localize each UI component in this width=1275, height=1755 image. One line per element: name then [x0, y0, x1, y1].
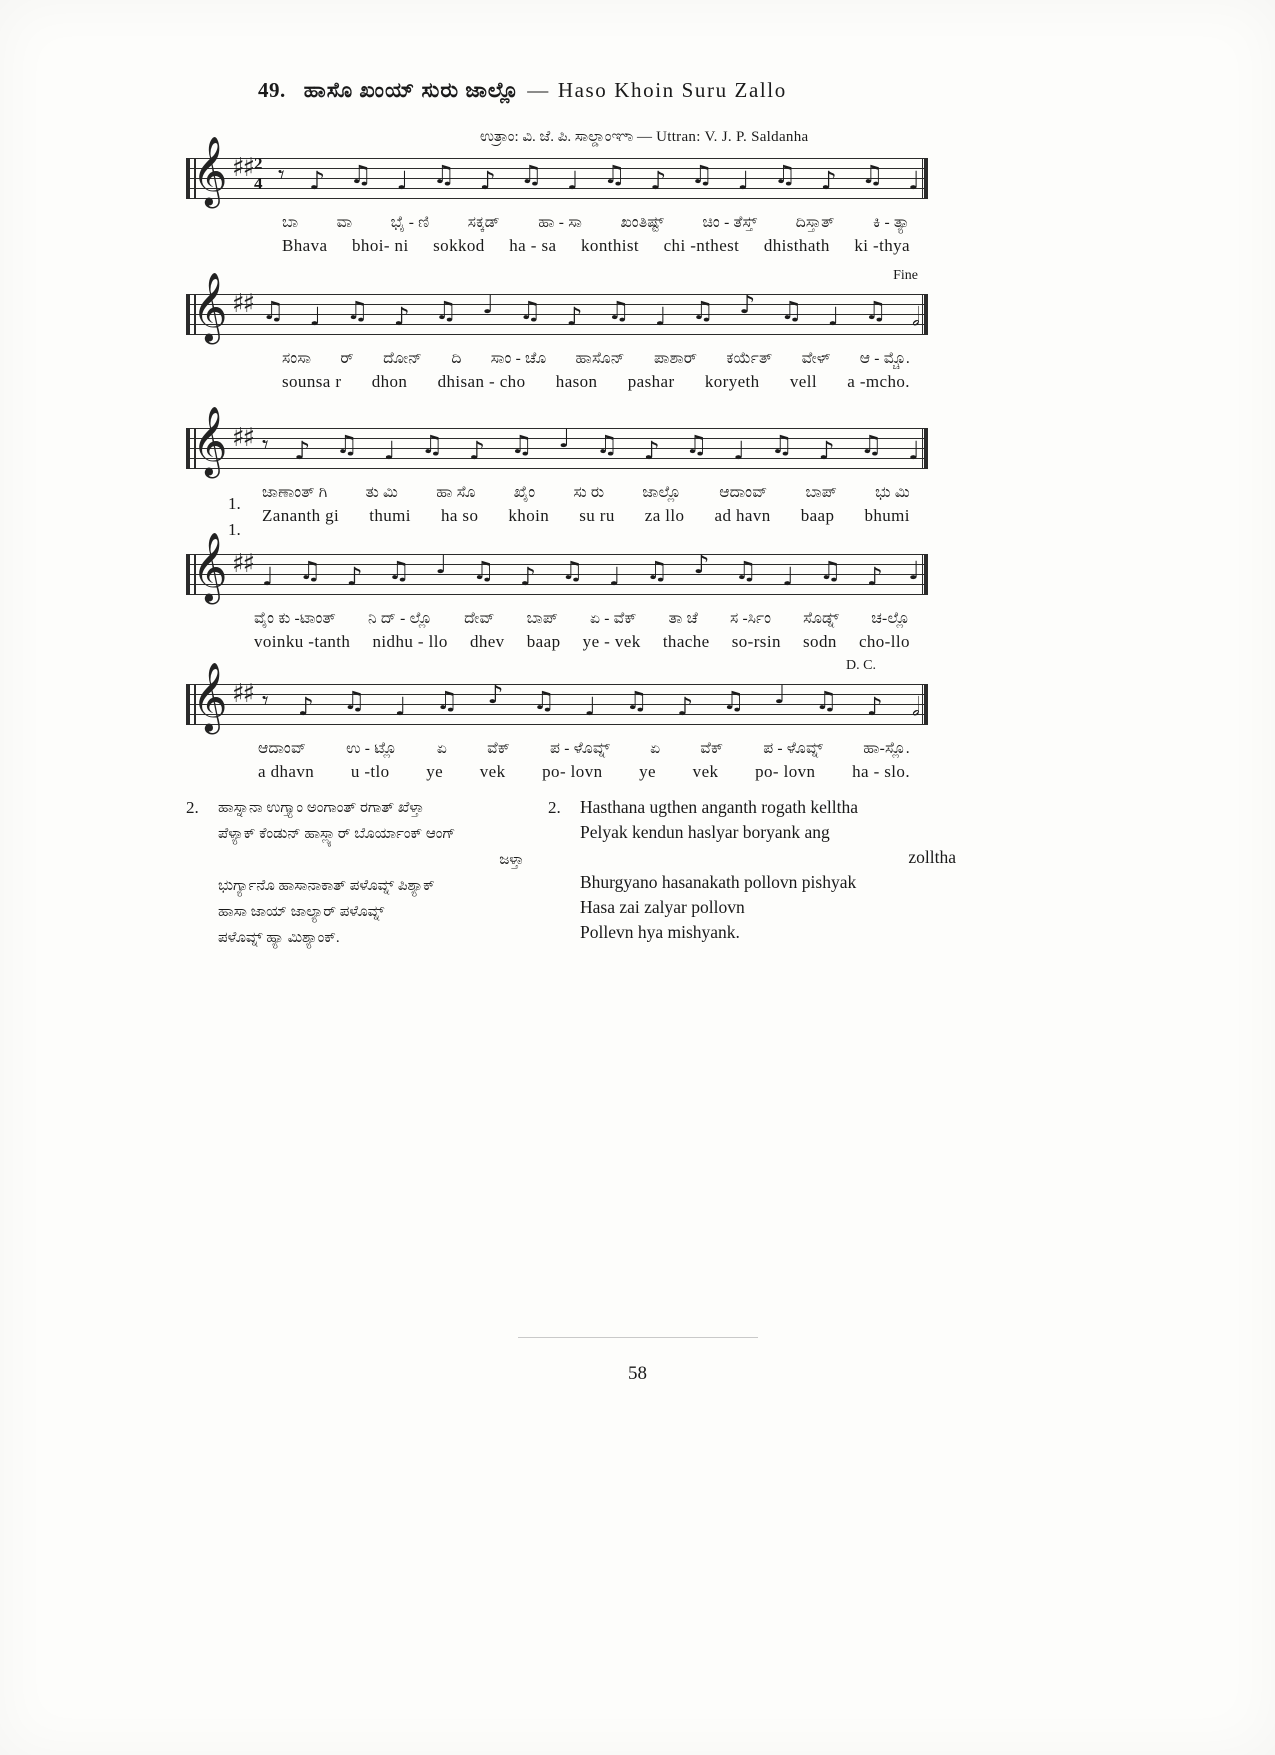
- lyric-syllable: za llo: [644, 506, 685, 525]
- lyric-syllable: ಬಾಪ್: [805, 484, 837, 501]
- key-signature: ♯♯: [232, 549, 254, 579]
- lyrics-roman-3: [186, 506, 928, 526]
- note: ♫: [815, 686, 838, 715]
- lyric-syllable: ಹಾ - ಸಾ: [538, 214, 583, 231]
- note: ♪: [566, 302, 583, 331]
- staff-4: [186, 532, 928, 604]
- note-group-4: [262, 548, 920, 604]
- verse-number-kannada: 1.: [228, 494, 241, 513]
- lyric-syllable: vek: [479, 762, 506, 781]
- barline-end: [922, 158, 924, 199]
- lyric-syllable: ಉ - ಟ್ಲೊ: [346, 740, 397, 757]
- stanza-line: ಪೆಳ್ಯಾಕ್ ಕೆಂಡುನ್ ಹಾಸ್ಲ್ಯಾರ್ ಬೊರ್ಯಾಂಕ್ ಆಂಗ್: [218, 826, 456, 842]
- barline-end-thick: [924, 428, 928, 469]
- note: ♪: [346, 562, 363, 591]
- lyric-syllable: pashar: [627, 372, 675, 391]
- note: ♪: [297, 692, 314, 721]
- note: ♫: [625, 686, 648, 715]
- lyric-syllable: ವೇಳ್: [801, 350, 831, 367]
- note: 𝅗𝅥: [911, 692, 920, 721]
- barline-end: [922, 428, 924, 469]
- lyric-syllable: ಖಂತಿಷ್ಟ್: [620, 214, 665, 231]
- note: ♩: [737, 166, 750, 195]
- note: ♩: [435, 550, 448, 579]
- stanza-line: ಹಾಸ್ನಾನಾ ಉಗ್ತ್ಯಾಂ ಅಂಗಾಂತ್ ರಗಾತ್ ಖೆಳ್ತಾ: [218, 800, 425, 816]
- treble-clef-icon: 𝄞: [192, 532, 228, 602]
- lyric-syllable: ಭೈ - ಣಿ: [390, 214, 430, 231]
- lyrics-kannada-2: [186, 350, 928, 368]
- note: ♩: [394, 692, 407, 721]
- note: 𝄾: [262, 430, 269, 459]
- time-signature-top: 2: [254, 154, 263, 173]
- lyric-syllable: ಚ-ಲ್ಲೊ: [871, 610, 910, 627]
- stanza-line: Bhurgyano hasanakath pollovn pishyak: [580, 872, 857, 892]
- note: ♪: [866, 562, 883, 591]
- note: ♩: [782, 562, 795, 591]
- lyric-syllable: a -mcho.: [847, 372, 910, 391]
- barline-start: [186, 684, 190, 725]
- lyric-syllable: ಏ - ವೆಕ್: [589, 610, 637, 627]
- note: ♪: [520, 562, 537, 591]
- note: ♫: [346, 296, 369, 325]
- lyrics-roman-2: [186, 372, 928, 392]
- page-title: [258, 78, 1078, 103]
- barline-end: [922, 554, 924, 595]
- lyric-syllable: ಏ: [650, 740, 661, 757]
- lyric-syllable: ರ್: [340, 350, 354, 367]
- note: ♩: [774, 680, 786, 709]
- note: ♫: [691, 296, 715, 325]
- note: ♩: [383, 436, 396, 465]
- note: ♫: [773, 160, 797, 189]
- lyric-syllable: bhoi- ni: [352, 236, 409, 255]
- lyric-syllable: ನಿ ದ್ - ಲ್ಲೊ: [367, 610, 433, 627]
- lyric-syllable: so-rsin: [731, 632, 781, 651]
- lyric-syllable: ಪ - ಳೊವ್ನ್: [763, 740, 824, 757]
- note: ♩: [654, 302, 667, 331]
- verse-number-roman: 1.: [228, 520, 241, 539]
- lyric-syllable: konthist: [581, 236, 640, 255]
- note: ♫: [510, 430, 533, 459]
- lyric-syllable: thumi: [369, 506, 411, 525]
- lyric-syllable: ಸು ರು: [573, 484, 605, 501]
- lyrics-roman-5: [186, 762, 928, 782]
- lyric-syllable: Bhava: [282, 236, 328, 255]
- note: ♫: [472, 556, 495, 585]
- lyric-syllable: ಭು ಮಿ: [875, 484, 910, 501]
- title-number: 49.: [258, 78, 286, 102]
- lyrics-roman-1: [186, 236, 928, 256]
- lyric-syllable: ha - sa: [509, 236, 557, 255]
- stanza-line: ಪಳೊವ್ನ್ ಹ್ಯಾ ಮಿಶ್ಯಾಂಕ್.: [218, 930, 340, 946]
- music-system-3: [186, 406, 928, 539]
- barline-start: [186, 428, 190, 469]
- lyric-syllable: ಸ -ರ್ಸಿಂ: [729, 610, 772, 627]
- lyrics-kannada-1: [186, 214, 928, 232]
- note: ♫: [780, 296, 803, 325]
- lyric-syllable: ವೈಂ ಕು -ಟಾಂತ್: [254, 610, 336, 627]
- lyric-syllable: ಸಾಂ - ಚೊ: [490, 350, 547, 367]
- note: ♫: [262, 296, 285, 325]
- lyric-syllable: bhumi: [864, 506, 910, 525]
- note: ♫: [861, 160, 884, 189]
- lyric-syllable: su ru: [579, 506, 615, 525]
- title-roman: Haso Khoin Suru Zallo: [557, 78, 787, 102]
- lyric-syllable: ಹಾಸೊನ್: [575, 350, 625, 367]
- lyric-syllable: ದಿಸ್ತಾತ್: [795, 214, 835, 231]
- lyric-syllable: ye: [426, 762, 444, 781]
- note: 𝄾: [278, 160, 285, 189]
- lyric-syllable: ಚಿಂ - ತೆಸ್ತ್: [702, 214, 758, 231]
- music-system-5: [186, 658, 928, 782]
- lyric-syllable: nidhu - llo: [372, 632, 448, 651]
- note: ♫: [819, 556, 842, 585]
- stanza-2-kannada: [186, 795, 548, 951]
- lyric-syllable: dhev: [469, 632, 505, 651]
- lyric-syllable: ಏ: [436, 740, 448, 757]
- lyric-syllable: ಕರ್ಯೆತ್: [726, 350, 773, 367]
- note: ♩: [608, 562, 621, 591]
- lyric-syllable: ಹಾ-ಸ್ಲೊ.: [863, 740, 910, 757]
- barline-end-thick: [924, 158, 928, 199]
- note: ♫: [690, 160, 714, 189]
- credit-kannada: ಉತ್ರಾಂ: ವಿ. ಜೆ. ಪಿ. ಸಾಲ್ಡಾಂಞಾ: [480, 129, 634, 145]
- key-signature: ♯♯: [232, 679, 254, 709]
- dc-marking: D. C.: [846, 658, 876, 673]
- barline-end: [922, 684, 924, 725]
- note: ♩: [584, 692, 597, 721]
- lyric-syllable: ha - slo.: [852, 762, 910, 781]
- note: ♪: [820, 166, 837, 195]
- time-signature-bottom: 4: [254, 174, 263, 193]
- lyric-syllable: ದೋನ್: [383, 350, 423, 367]
- treble-clef-icon: 𝄞: [192, 406, 228, 476]
- lyric-syllable: ಜಾಲ್ಲೊ: [642, 484, 682, 501]
- note: ♫: [299, 556, 322, 585]
- note: ♩: [733, 436, 746, 465]
- note: ♪: [650, 166, 667, 195]
- stanza-line: ಹಾಸಾ ಜಾಯ್ ಜಾಲ್ಯಾರ್ ಪಳೊವ್ನ್: [218, 904, 385, 920]
- stanza-line: Pelyak kendun haslyar boryank ang: [580, 822, 830, 842]
- time-signature: [254, 154, 263, 194]
- lyric-syllable: ತಾ ಚೆ: [668, 610, 698, 627]
- barline-end: [922, 294, 924, 335]
- lyric-syllable: sodn: [803, 632, 837, 651]
- stanza-line: ಜಳ್ತಾ: [499, 852, 524, 868]
- lyric-syllable: koryeth: [704, 372, 760, 391]
- lyric-syllable: ವಾ: [336, 214, 353, 231]
- note: ♪: [693, 550, 710, 579]
- lyric-syllable: voinku -tanth: [254, 632, 351, 651]
- treble-clef-icon: 𝄞: [192, 136, 228, 206]
- note: ♫: [603, 160, 626, 189]
- lyric-syllable: u -tlo: [350, 762, 390, 781]
- lyric-syllable: ಸೊಡ್ನ್: [803, 610, 840, 627]
- note: ♫: [722, 686, 745, 715]
- note: ♫: [435, 686, 459, 715]
- barline-start: [186, 294, 190, 335]
- stanza-2-roman: [548, 795, 980, 945]
- note: ♫: [864, 296, 887, 325]
- lyric-syllable: ಹಾ ಸೊ: [436, 484, 476, 501]
- note: 𝅗𝅥: [911, 302, 920, 331]
- lyric-syllable: vell: [789, 372, 817, 391]
- stanza-line: Hasthana ugthen anganth rogath kelltha: [580, 797, 858, 817]
- lyric-syllable: ಖೈಂ: [513, 484, 536, 501]
- note: ♫: [387, 556, 411, 585]
- lyric-syllable: dhon: [371, 372, 408, 391]
- key-signature: ♯♯: [232, 289, 254, 319]
- note: ♫: [343, 686, 366, 715]
- lyric-syllable: ಕಿ - ತ್ಯಾ: [872, 214, 910, 231]
- fine-marking: Fine: [893, 268, 918, 283]
- note: ♩: [396, 166, 409, 195]
- staff-3: [186, 406, 928, 478]
- title-dash: —: [527, 78, 550, 102]
- lyric-syllable: chi -nthest: [663, 236, 740, 255]
- note: ♪: [294, 436, 311, 465]
- lyric-syllable: ವೆಕ್: [700, 740, 724, 757]
- note: ♫: [349, 160, 373, 189]
- barline-end-thick: [924, 294, 928, 335]
- lyric-syllable: po- lovn: [542, 762, 603, 781]
- lyric-syllable: a dhavn: [258, 762, 315, 781]
- note: ♪: [393, 302, 410, 331]
- stanza-number-roman: 2.: [548, 798, 561, 817]
- lyrics-kannada-3: [186, 484, 928, 502]
- stanza-line: ಭುರ್ಗ್ಯಾನೊ ಹಾಸಾನಾಕಾತ್ ಪಳೊವ್ನ್ ಪಿಶ್ಯಾಕ್: [218, 878, 435, 894]
- barline-end-thick: [924, 684, 928, 725]
- lyric-syllable: ಸಕ್ಕಡ್: [467, 214, 500, 231]
- note: ♫: [519, 296, 542, 325]
- note: ♪: [469, 436, 485, 465]
- lyric-syllable: ವೆಕ್: [487, 740, 511, 757]
- lyric-syllable: sounsa r: [282, 372, 342, 391]
- note: ♫: [421, 430, 444, 459]
- note: ♩: [309, 302, 322, 331]
- lyric-syllable: ye - vek: [582, 632, 641, 651]
- lyric-syllable: sokkod: [433, 236, 485, 255]
- note: ♪: [479, 166, 496, 195]
- music-system-4: [186, 532, 928, 652]
- lyric-syllable: baap: [526, 632, 561, 651]
- lyric-syllable: ಪ - ಳೊವ್ನ್: [550, 740, 611, 757]
- note: ♩: [827, 302, 840, 331]
- lyric-syllable: ಬಾ: [282, 214, 299, 231]
- note-group-5: [262, 678, 920, 734]
- lyric-syllable: ಆ - ಮ್ಚೊ.: [859, 350, 910, 367]
- credit-line: [480, 128, 950, 146]
- lyrics-roman-4: [186, 632, 928, 652]
- credit-roman: Uttran: V. J. P. Saldanha: [656, 129, 809, 145]
- lyric-syllable: baap: [800, 506, 835, 525]
- lyric-syllable: ad havn: [714, 506, 771, 525]
- barline-start: [186, 158, 190, 199]
- note: ♩: [567, 166, 579, 195]
- note: ♩: [908, 166, 920, 195]
- note: ♩: [482, 290, 494, 319]
- stanza-line: Pollevn hya mishyank.: [580, 922, 740, 942]
- music-system-2: [186, 268, 928, 392]
- note-group-3: [262, 422, 920, 478]
- note: ♪: [677, 692, 694, 721]
- note: ♫: [607, 296, 630, 325]
- title-kannada: ಹಾಸೊ ಖಂಯ್ ಸುರು ಜಾಲ್ಲೊ: [303, 78, 520, 102]
- lyric-syllable: ಜಾಣಾಂತ್ ಗಿ: [262, 484, 328, 501]
- stanza-line: Hasa zai zalyar pollovn: [580, 897, 745, 917]
- barline-end-thick: [924, 554, 928, 595]
- note-group-1: [278, 152, 920, 208]
- note: 𝄾: [262, 686, 269, 715]
- note: ♫: [595, 430, 619, 459]
- lyric-syllable: ಪಾಶಾರ್: [653, 350, 698, 367]
- note: ♫: [770, 430, 794, 459]
- stanza-line: zolltha: [908, 847, 956, 867]
- lyric-syllable: dhisan - cho: [437, 372, 526, 391]
- note: ♪: [309, 166, 326, 195]
- note: ♪: [487, 680, 504, 709]
- lyric-syllable: ಆದಾಂವ್: [258, 740, 307, 757]
- credit-dash: —: [637, 129, 653, 145]
- note: ♫: [434, 296, 458, 325]
- lyric-syllable: vek: [692, 762, 719, 781]
- lyric-syllable: thache: [662, 632, 710, 651]
- page-number: 58: [628, 1363, 647, 1384]
- note: ♫: [561, 556, 584, 585]
- lyric-syllable: dhisthath: [763, 236, 830, 255]
- lyric-syllable: po- lovn: [755, 762, 816, 781]
- lyric-syllable: ha so: [440, 506, 479, 525]
- note: ♫: [734, 556, 758, 585]
- treble-clef-icon: 𝄞: [192, 662, 228, 732]
- note-group-2: [262, 288, 920, 344]
- lyric-syllable: Zananth gi: [262, 506, 340, 525]
- note: ♩: [262, 562, 274, 591]
- note: ♩: [908, 556, 920, 585]
- key-signature: ♯♯: [232, 423, 254, 453]
- lyric-syllable: ತು ಮಿ: [365, 484, 399, 501]
- lyrics-kannada-5: [186, 740, 928, 758]
- note: ♫: [520, 160, 543, 189]
- note: ♩: [558, 424, 571, 453]
- lyric-syllable: ಆದಾಂವ್: [719, 484, 768, 501]
- note: ♫: [645, 556, 669, 585]
- treble-clef-icon: 𝄞: [192, 272, 228, 342]
- note: ♫: [860, 430, 883, 459]
- lyric-syllable: ದೇವ್: [464, 610, 495, 627]
- note: ♫: [685, 430, 708, 459]
- note: ♫: [532, 686, 556, 715]
- barline-start: [186, 554, 190, 595]
- lyric-syllable: cho-llo: [858, 632, 910, 651]
- lyric-syllable: ki -thya: [854, 236, 910, 255]
- note: ♩: [908, 436, 920, 465]
- lyric-syllable: ye: [639, 762, 657, 781]
- lyric-syllable: khoin: [508, 506, 550, 525]
- key-signature: ♯♯: [232, 153, 254, 183]
- lyrics-kannada-4: [186, 610, 928, 628]
- note: ♫: [432, 160, 456, 189]
- stanza-number-kannada: 2.: [186, 798, 199, 817]
- note: ♪: [818, 436, 835, 465]
- note: ♪: [739, 290, 756, 319]
- note: ♪: [866, 692, 883, 721]
- lyric-syllable: ಬಾಪ್: [526, 610, 559, 627]
- lyric-syllable: ಸಂಸಾ: [282, 350, 312, 367]
- lyric-syllable: ದಿ: [451, 350, 462, 367]
- footer-divider: [518, 1337, 758, 1338]
- note: ♫: [335, 430, 359, 459]
- note: ♪: [643, 436, 660, 465]
- lyric-syllable: hason: [555, 372, 598, 391]
